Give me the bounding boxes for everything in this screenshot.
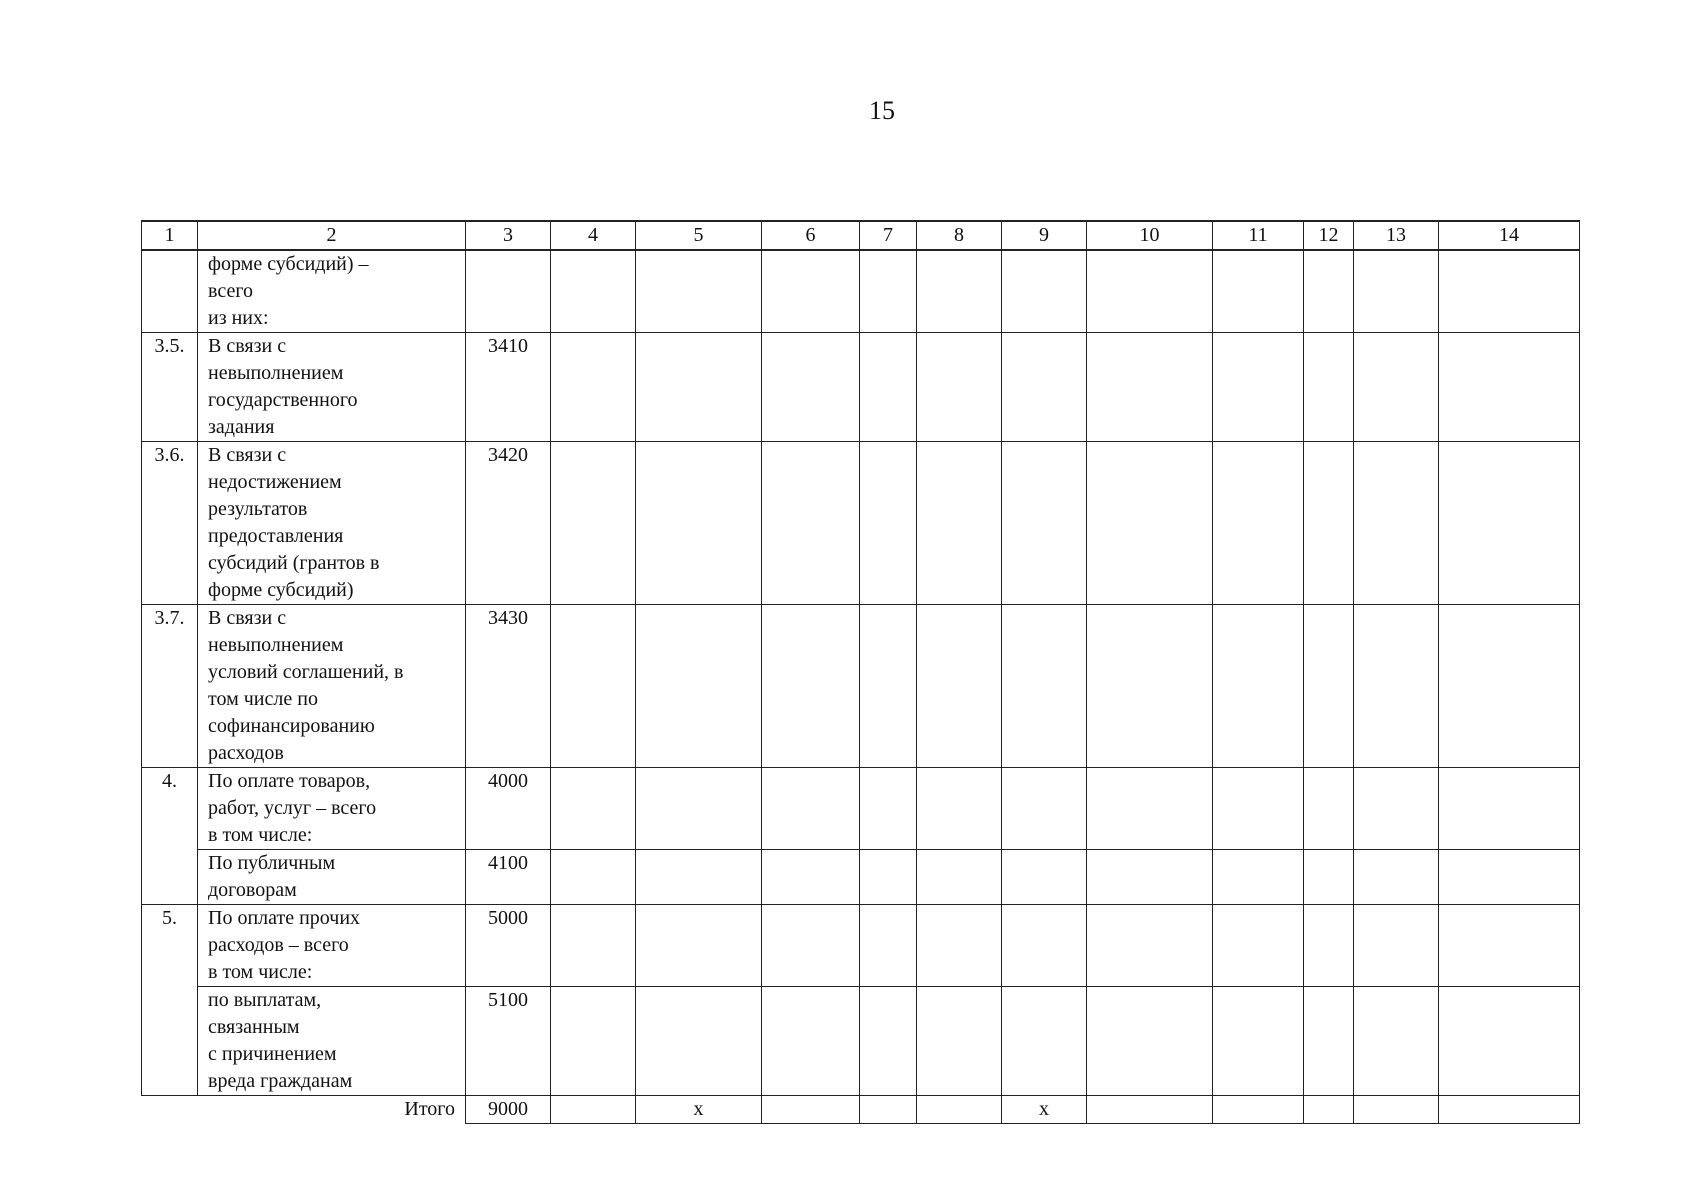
cell xyxy=(917,605,1002,768)
cell xyxy=(636,250,762,333)
cell xyxy=(1354,442,1439,605)
cell xyxy=(762,905,860,987)
row-number: 5. xyxy=(142,905,198,1096)
row-code: 4100 xyxy=(466,850,551,905)
cell xyxy=(1354,1096,1439,1124)
cell xyxy=(1354,605,1439,768)
header-col-7: 7 xyxy=(860,221,917,250)
cell xyxy=(1087,987,1213,1096)
cell xyxy=(1213,1096,1304,1124)
row-name-line: договорам xyxy=(208,879,297,901)
cell xyxy=(860,442,917,605)
cell xyxy=(1213,850,1304,905)
header-col-3: 3 xyxy=(466,221,551,250)
row-name-line: В связи с xyxy=(208,607,287,629)
row-name xyxy=(198,605,466,768)
cell xyxy=(762,333,860,442)
cell xyxy=(1439,605,1580,768)
cell xyxy=(1304,905,1354,987)
row-code: 4000 xyxy=(466,768,551,850)
row-code: 5100 xyxy=(466,987,551,1096)
row-code: 5000 xyxy=(466,905,551,987)
cell xyxy=(1439,768,1580,850)
row-name-line: том числе по xyxy=(208,688,318,710)
cell xyxy=(860,850,917,905)
cell xyxy=(762,442,860,605)
row-code xyxy=(466,250,551,333)
row-name-line: по выплатам, xyxy=(208,989,322,1011)
row-code: 3410 xyxy=(466,333,551,442)
header-col-2: 2 xyxy=(198,221,466,250)
cell xyxy=(1002,333,1087,442)
row-code: 3420 xyxy=(466,442,551,605)
cell xyxy=(1213,987,1304,1096)
cell xyxy=(860,605,917,768)
cell xyxy=(1002,768,1087,850)
cell xyxy=(1354,768,1439,850)
cell xyxy=(762,1096,860,1124)
cell xyxy=(636,442,762,605)
cell xyxy=(636,605,762,768)
row-name-line: из них: xyxy=(208,307,269,329)
cell xyxy=(1354,905,1439,987)
cell xyxy=(1087,850,1213,905)
row-name-line: невыполнением xyxy=(208,362,344,384)
row-name xyxy=(198,442,466,605)
cell xyxy=(860,333,917,442)
row-name xyxy=(198,987,466,1096)
cell xyxy=(762,987,860,1096)
cell xyxy=(1087,905,1213,987)
cell xyxy=(1002,442,1087,605)
cell xyxy=(1439,1096,1580,1124)
cell xyxy=(917,768,1002,850)
total-row xyxy=(142,1096,1580,1124)
cell xyxy=(636,850,762,905)
row-name-line: В связи с xyxy=(208,335,287,357)
row-name-line: невыполнением xyxy=(208,634,344,656)
cell xyxy=(917,850,1002,905)
cell xyxy=(1087,333,1213,442)
cell xyxy=(636,905,762,987)
cell xyxy=(1354,250,1439,333)
row-name xyxy=(198,850,466,905)
row-name-line: с причинением xyxy=(208,1043,337,1065)
cell xyxy=(917,333,1002,442)
cell xyxy=(551,987,636,1096)
cell xyxy=(1213,905,1304,987)
cell xyxy=(1439,850,1580,905)
cell xyxy=(762,850,860,905)
cell xyxy=(917,905,1002,987)
table-row xyxy=(142,442,1580,605)
header-col-4: 4 xyxy=(551,221,636,250)
cell xyxy=(762,605,860,768)
cell xyxy=(917,442,1002,605)
row-name-line: государственного xyxy=(208,389,358,411)
cell xyxy=(1002,987,1087,1096)
header-col-13: 13 xyxy=(1354,221,1439,250)
cell xyxy=(1087,605,1213,768)
row-name-line: расходов xyxy=(208,742,284,764)
cell xyxy=(1439,987,1580,1096)
cell xyxy=(917,987,1002,1096)
cell xyxy=(1213,442,1304,605)
cell xyxy=(1304,850,1354,905)
row-name-line: В связи с xyxy=(208,444,287,466)
cell xyxy=(551,605,636,768)
table-row xyxy=(142,905,1580,987)
cell xyxy=(551,1096,636,1124)
row-name xyxy=(198,905,466,987)
cell xyxy=(1213,768,1304,850)
cell xyxy=(860,905,917,987)
row-number: 4. xyxy=(142,768,198,905)
cell xyxy=(551,850,636,905)
cell xyxy=(1304,250,1354,333)
cell xyxy=(1002,605,1087,768)
cell xyxy=(1213,605,1304,768)
row-name-line: в том числе: xyxy=(208,824,313,846)
header-col-11: 11 xyxy=(1213,221,1304,250)
cell xyxy=(860,987,917,1096)
cell xyxy=(636,768,762,850)
header-col-12: 12 xyxy=(1304,221,1354,250)
cell xyxy=(1439,442,1580,605)
cell xyxy=(1087,1096,1213,1124)
row-name-line: По оплате товаров, xyxy=(208,770,371,792)
cell xyxy=(551,905,636,987)
row-name-line: задания xyxy=(208,416,275,438)
cell xyxy=(1304,442,1354,605)
cell xyxy=(1087,768,1213,850)
header-col-10: 10 xyxy=(1087,221,1213,250)
header-col-14: 14 xyxy=(1439,221,1580,250)
row-name-line: субсидий (грантов в xyxy=(208,552,380,574)
table-row xyxy=(142,605,1580,768)
cell xyxy=(551,768,636,850)
column-number-row xyxy=(142,221,1580,250)
cell xyxy=(1304,333,1354,442)
cell xyxy=(1002,905,1087,987)
cell xyxy=(762,250,860,333)
cell xyxy=(551,250,636,333)
row-name-line: в том числе: xyxy=(208,961,313,983)
row-name-line: По публичным xyxy=(208,852,336,874)
cell xyxy=(1002,850,1087,905)
row-number: 3.6. xyxy=(142,442,198,605)
row-name xyxy=(198,768,466,850)
row-name-line: расходов – всего xyxy=(208,934,349,956)
row-name-line: всего xyxy=(208,280,254,302)
cell xyxy=(1439,333,1580,442)
cell xyxy=(917,250,1002,333)
row-name-line: софинансированию xyxy=(208,715,375,737)
cell xyxy=(917,1096,1002,1124)
cell xyxy=(860,250,917,333)
row-name-line: форме субсидий) xyxy=(208,579,354,601)
row-name-line: По оплате прочих xyxy=(208,907,361,929)
row-name xyxy=(198,333,466,442)
total-label: Итого xyxy=(142,1096,466,1124)
row-name-line: вреда гражданам xyxy=(208,1070,353,1092)
header-col-8: 8 xyxy=(917,221,1002,250)
row-name-line: недостижением xyxy=(208,471,342,493)
row-name xyxy=(198,250,466,333)
cell xyxy=(1002,250,1087,333)
table-row xyxy=(142,768,1580,850)
header-col-1: 1 xyxy=(142,221,198,250)
cell xyxy=(1213,250,1304,333)
header-col-6: 6 xyxy=(762,221,860,250)
cell xyxy=(636,987,762,1096)
header-col-9: 9 xyxy=(1002,221,1087,250)
cell xyxy=(1354,333,1439,442)
cell xyxy=(551,333,636,442)
total-col5: x xyxy=(636,1096,762,1124)
table-row xyxy=(142,333,1580,442)
cell xyxy=(551,442,636,605)
cell xyxy=(860,768,917,850)
cell xyxy=(762,768,860,850)
cell xyxy=(1304,605,1354,768)
table-row xyxy=(142,987,1580,1096)
cell xyxy=(1087,250,1213,333)
row-name-line: связанным xyxy=(208,1016,300,1038)
cell xyxy=(1439,250,1580,333)
table-row xyxy=(142,250,1580,333)
row-name-line: предоставления xyxy=(208,525,344,547)
total-col9: x xyxy=(1002,1096,1087,1124)
cell xyxy=(1304,768,1354,850)
cell xyxy=(1354,850,1439,905)
cell xyxy=(860,1096,917,1124)
table-row xyxy=(142,850,1580,905)
header-col-5: 5 xyxy=(636,221,762,250)
cell xyxy=(1304,987,1354,1096)
cell xyxy=(1087,442,1213,605)
cell xyxy=(1439,905,1580,987)
row-name-line: работ, услуг – всего xyxy=(208,797,377,819)
row-number: 3.7. xyxy=(142,605,198,768)
row-name-line: условий соглашений, в xyxy=(208,661,404,683)
report-table xyxy=(141,220,1580,1124)
cell xyxy=(1213,333,1304,442)
row-name-line: результатов xyxy=(208,498,308,520)
total-code: 9000 xyxy=(466,1096,551,1124)
row-name-line: форме субсидий) – xyxy=(208,253,369,275)
row-code: 3430 xyxy=(466,605,551,768)
cell xyxy=(1304,1096,1354,1124)
cell xyxy=(636,333,762,442)
page-number: 15 xyxy=(869,96,895,125)
cell xyxy=(1354,987,1439,1096)
row-number: 3.5. xyxy=(142,333,198,442)
row-number xyxy=(142,250,198,333)
